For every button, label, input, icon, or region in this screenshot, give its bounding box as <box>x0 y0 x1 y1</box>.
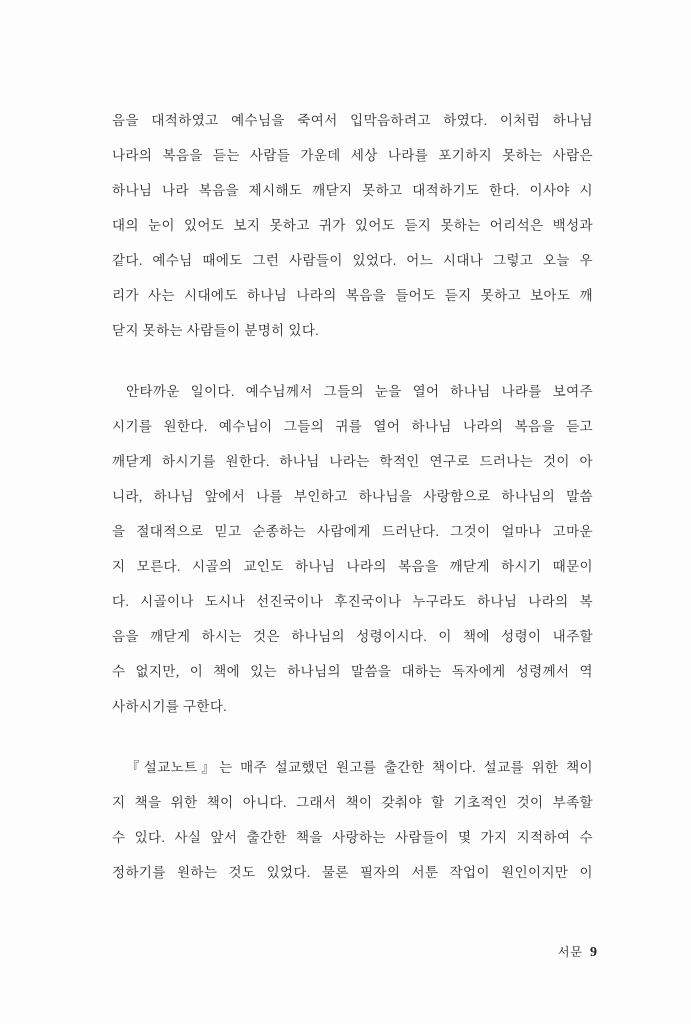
text-line: 닫지 못하는 사람들이 분명히 있다. <box>112 323 320 338</box>
text-line: 사하시기를 구한다. <box>112 699 228 714</box>
text-line: 대의 눈이 있어도 보지 못하고 귀가 있어도 듣지 못하는 어리석은 백성과 <box>112 218 593 233</box>
paragraph <box>112 750 593 890</box>
text-block <box>112 103 593 890</box>
text-line: 깨닫게 하시기를 원한다. 하나님 나라는 학적인 연구로 드러나는 것이 아 <box>112 454 593 469</box>
footer-section-label: 서문 <box>557 945 583 959</box>
text-line: 음을 깨닫게 하시는 것은 하나님의 성령이시다. 이 책에 성령이 내주할 <box>112 629 593 644</box>
text-line: 수 없지만, 이 책에 있는 하나님의 말씀을 대하는 독자에게 성령께서 역 <box>112 664 593 679</box>
text-line: 안타까운 일이다. 예수님께서 그들의 눈을 열어 하나님 나라를 보여주 <box>126 384 593 399</box>
text-line: 지 모른다. 시골의 교인도 하나님 나라의 복음을 깨닫게 하시기 때문이 <box>112 559 593 574</box>
text-line: 다. 시골이나 도시나 선진국이나 후진국이나 누구라도 하나님 나라의 복 <box>112 594 593 609</box>
text-line: 『설교노트』는 매주 설교했던 원고를 출간한 책이다. 설교를 위한 책이 <box>126 760 593 775</box>
text-line: 을 절대적으로 믿고 순종하는 사람에게 드러난다. 그것이 얼마나 고마운 <box>112 524 593 539</box>
text-line: 지 책을 위한 책이 아니다. 그래서 책이 갖춰야 할 기초적인 것이 부족할 <box>112 795 593 810</box>
text-line: 정하기를 원하는 것도 있었다. 물론 필자의 서툰 작업이 원인이지만 이 <box>112 865 593 880</box>
text-line: 수 있다. 사실 앞서 출간한 책을 사랑하는 사람들이 몇 가지 지적하여 수 <box>112 830 593 845</box>
text-line: 나라의 복음을 듣는 사람들 가운데 세상 나라를 포기하지 못하는 사람은 <box>112 148 593 163</box>
text-line: 니라, 하나님 앞에서 나를 부인하고 하나님을 사랑함으로 하나님의 말씀 <box>112 489 593 504</box>
paragraph <box>112 103 593 348</box>
text-line: 리가 사는 시대에도 하나님 나라의 복음을 들어도 듣지 못하고 보아도 깨 <box>112 288 593 303</box>
text-line: 시기를 원한다. 예수님이 그들의 귀를 열어 하나님 나라의 복음을 듣고 <box>112 419 593 434</box>
page-footer <box>558 944 597 961</box>
paragraph <box>112 374 593 724</box>
footer-page-number: 9 <box>590 945 597 960</box>
text-line: 하나님 나라 복음을 제시해도 깨닫지 못하고 대적하기도 한다. 이사야 시 <box>112 183 593 198</box>
text-line: 같다. 예수님 때에도 그런 사람들이 있었다. 어느 시대나 그렇고 오늘 우 <box>112 253 593 268</box>
text-line: 음을 대적하였고 예수님을 죽여서 입막음하려고 하였다. 이처럼 하나님 <box>112 113 593 128</box>
